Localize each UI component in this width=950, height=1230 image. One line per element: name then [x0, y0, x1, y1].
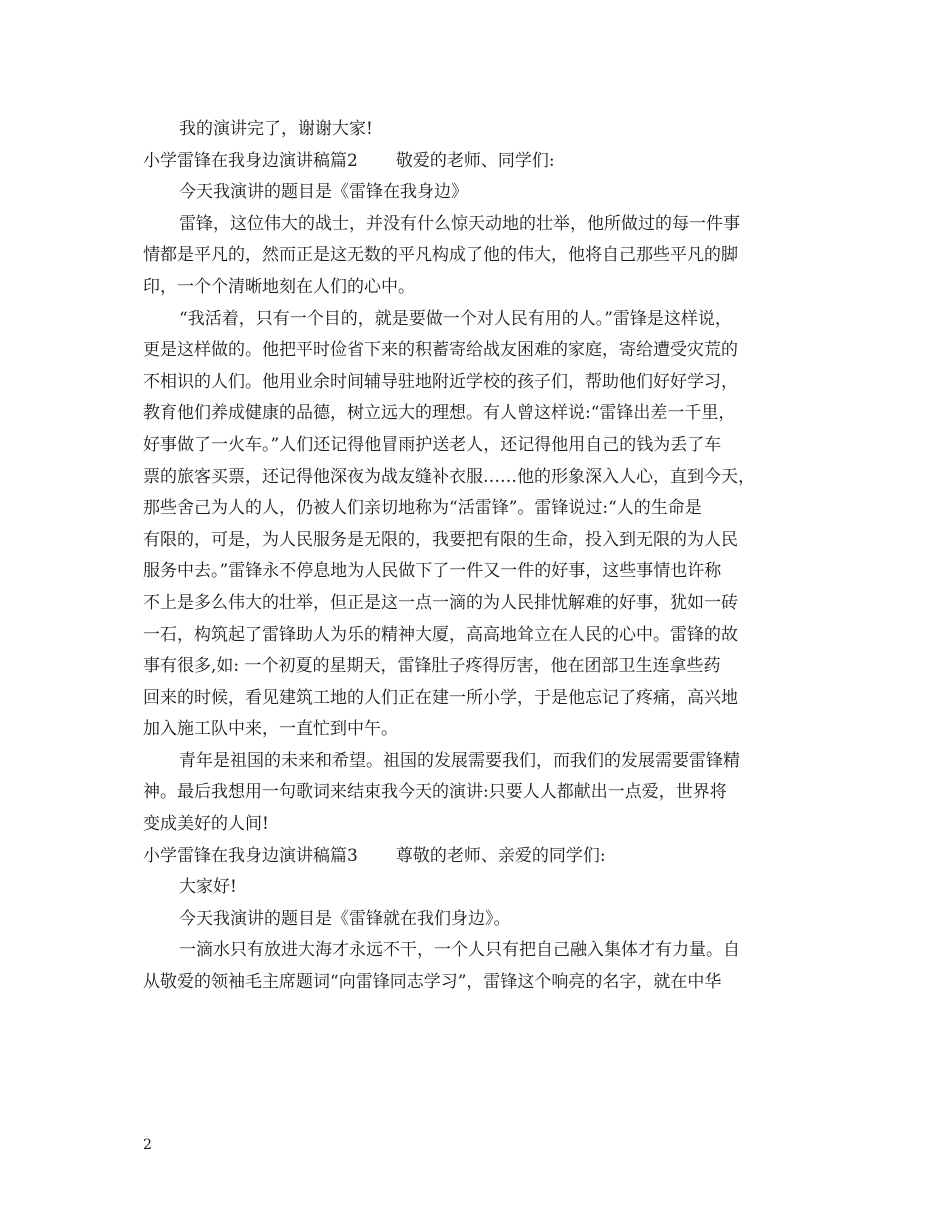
text-line: [143, 493, 813, 525]
line-text: 那些舍己为人的人，仍被人们亲切地称为“活雷锋”。雷锋说过:“人的生命是: [143, 498, 702, 519]
line-text: 好事做了一火车。”人们还记得他冒雨护送老人，还记得他用自己的钱为丢了车: [143, 434, 722, 455]
section-heading-line: [143, 146, 813, 178]
salutation: 敬爱的老师、同学们:: [395, 150, 555, 171]
line-text: 今天我演讲的题目是《雷锋在我身边》: [179, 182, 468, 203]
salutation: 尊敬的老师、亲爱的同学们:: [395, 845, 606, 866]
line-text: 从敬爱的领袖毛主席题词“向雷锋同志学习”，雷锋这个响亮的名字，就在中华: [143, 972, 722, 993]
text-line: [143, 872, 813, 904]
text-line: [143, 777, 813, 809]
text-line: [143, 620, 813, 652]
line-text: 有限的，可是，为人民服务是无限的，我要把有限的生命，投入到无限的为人民: [143, 529, 738, 550]
text-line: [143, 272, 813, 304]
text-line: [143, 114, 813, 146]
line-text: 不上是多么伟大的壮举，但正是这一点一滴的为人民排忧解难的好事，犹如一砖: [143, 592, 738, 613]
line-text: 变成美好的人间!: [143, 814, 269, 835]
line-text: 大家好!: [179, 877, 237, 898]
text-line: [143, 714, 813, 746]
line-text: 青年是祖国的未来和希望。祖国的发展需要我们，而我们的发展需要雷锋精: [179, 750, 740, 771]
text-line: [143, 683, 813, 715]
text-line: [143, 809, 813, 841]
text-line: [143, 462, 813, 494]
line-text: 教育他们养成健康的品德，树立远大的理想。有人曾这样说:“雷锋出差一千里，: [143, 403, 736, 424]
line-text: 一滴水只有放进大海才永远不干，一个人只有把自己融入集体才有力量。自: [179, 940, 740, 961]
text-line: [143, 177, 813, 209]
text-line: [143, 967, 813, 999]
text-line: [143, 904, 813, 936]
section-heading: 小学雷锋在我身边演讲稿篇2: [143, 150, 358, 171]
line-text: 印，一个个清晰地刻在人们的心中。: [143, 276, 415, 297]
line-text: 更是这样做的。他把平时俭省下来的积蓄寄给战友困难的家庭，寄给遭受灾荒的: [143, 340, 738, 361]
line-text: 情都是平凡的，然而正是这无数的平凡构成了他的伟大，他将自己那些平凡的脚: [143, 245, 738, 266]
text-line: [143, 335, 813, 367]
text-line: [143, 398, 813, 430]
document-body: [143, 114, 813, 999]
line-text: 事有很多,如: 一个初夏的星期天，雷锋肚子疼得厉害，他在团部卫生连拿些药: [143, 656, 721, 677]
line-text: 一石，构筑起了雷锋助人为乐的精神大厦，高高地耸立在人民的心中。雷锋的故: [143, 624, 738, 645]
text-line: [143, 935, 813, 967]
section-heading-line: [143, 841, 813, 873]
text-line: [143, 367, 813, 399]
line-text: 加入施工队中来，一直忙到中午。: [143, 719, 398, 740]
line-text: 不相识的人们。他用业余时间辅导驻地附近学校的孩子们，帮助他们好好学习，: [143, 371, 738, 392]
line-text: 神。最后我想用一句歌词来结束我今天的演讲:只要人人都献出一点爱，世界将: [143, 782, 727, 803]
text-line: [143, 430, 813, 462]
text-line: [143, 240, 813, 272]
page-number: 2: [143, 1137, 152, 1153]
text-line: [143, 525, 813, 557]
line-text: 雷锋，这位伟大的战士，并没有什么惊天动地的壮举，他所做过的每一件事: [179, 213, 740, 234]
text-line: [143, 651, 813, 683]
line-text: 票的旅客买票，还记得他深夜为战友缝补衣服……他的形象深入人心，直到今天，: [143, 466, 755, 487]
line-text: 服务中去。”雷锋永不停息地为人民做下了一件又一件的好事，这些事情也许称: [143, 561, 722, 582]
line-text: 今天我演讲的题目是《雷锋就在我们身边》。: [179, 908, 511, 929]
text-line: [143, 304, 813, 336]
text-line: [143, 209, 813, 241]
text-line: [143, 556, 813, 588]
line-text: “我活着，只有一个目的，就是要做一个对人民有用的人。”雷锋是这样说，: [179, 308, 732, 329]
line-text: 我的演讲完了，谢谢大家!: [179, 119, 373, 139]
line-text: 回来的时候，看见建筑工地的人们正在建一所小学，于是他忘记了疼痛，高兴地: [143, 687, 738, 708]
text-line: [143, 746, 813, 778]
text-line: [143, 588, 813, 620]
section-heading: 小学雷锋在我身边演讲稿篇3: [143, 845, 358, 866]
